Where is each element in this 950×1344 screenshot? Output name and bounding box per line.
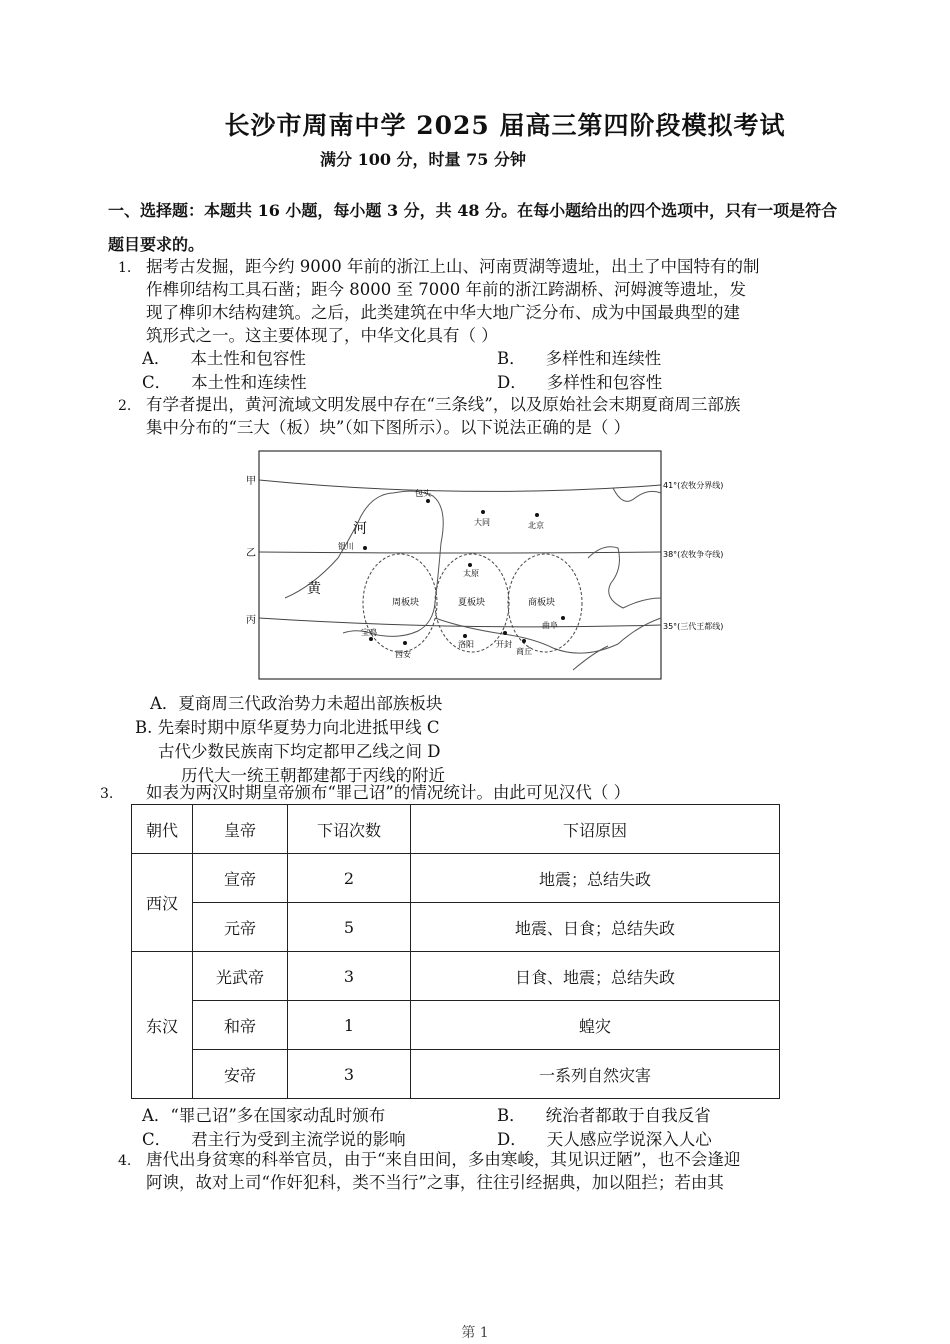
emperor-cell: 光武帝 bbox=[193, 952, 288, 1001]
reason-cell: 蝗灾 bbox=[411, 1001, 780, 1050]
option-text: 多样性和连续性 bbox=[545, 349, 662, 368]
option-text: 统治者都敢于自我反省 bbox=[545, 1106, 711, 1125]
q4-text bbox=[146, 1148, 846, 1194]
city-dot bbox=[463, 634, 467, 638]
city-dot bbox=[535, 513, 539, 517]
city-label-datong: 大同 bbox=[474, 518, 490, 527]
q2-text bbox=[146, 393, 846, 439]
reason-cell: 地震；总结失政 bbox=[411, 854, 780, 903]
q1-option-b[interactable] bbox=[497, 345, 661, 369]
option-text: 本土性和连续性 bbox=[191, 373, 307, 392]
q4-number: 4. bbox=[118, 1153, 132, 1169]
q1-option-c[interactable] bbox=[142, 369, 307, 393]
city-label-baotou: 包头 bbox=[415, 489, 431, 498]
count-cell: 3 bbox=[288, 952, 411, 1001]
table-header-row bbox=[132, 805, 780, 854]
city-dot bbox=[369, 637, 373, 641]
city-dot bbox=[522, 639, 526, 643]
table-header: 下诏原因 bbox=[411, 805, 780, 854]
q3-number: 3. bbox=[100, 786, 114, 802]
river-char-he: 河 bbox=[353, 521, 367, 537]
reason-cell: 地震、日食；总结失政 bbox=[411, 903, 780, 952]
city-dot bbox=[363, 546, 367, 550]
city-label-kaifeng: 开封 bbox=[496, 640, 512, 649]
edict-table bbox=[131, 804, 780, 1099]
option-label: D． bbox=[497, 1130, 527, 1149]
city-dot bbox=[426, 499, 430, 503]
q1-line: 现了榫卯木结构建筑。之后，此类建筑在中华大地广泛分布、成为中国最典型的建 bbox=[146, 303, 740, 322]
q1-option-a[interactable] bbox=[142, 345, 306, 369]
option-text: 天人感应学说深入人心 bbox=[546, 1130, 712, 1149]
count-cell: 3 bbox=[288, 1050, 411, 1099]
q2-option-a[interactable]: A．夏商周三代政治势力未超出部族板块 bbox=[150, 694, 443, 713]
city-label-xian: 西安 bbox=[395, 650, 411, 659]
lat-label-35: 35°(三代王都线) bbox=[663, 622, 724, 631]
q1-line: 据考古发掘，距今约 9000 年前的浙江上山、河南贾湖等遗址，出土了中国特有的制 bbox=[146, 257, 760, 276]
table-row bbox=[132, 1050, 780, 1099]
q3-option-d[interactable] bbox=[497, 1126, 712, 1150]
city-dot bbox=[403, 641, 407, 645]
page-number: 第 1 bbox=[461, 1325, 489, 1341]
city-label-shangqiu: 商丘 bbox=[516, 647, 532, 656]
option-label: B． bbox=[497, 1106, 526, 1125]
table-row bbox=[132, 952, 780, 1001]
q3-option-a[interactable] bbox=[142, 1102, 385, 1126]
option-label: A． bbox=[142, 349, 171, 368]
option-text: “罪己诏”多在国家动乱时颁布 bbox=[170, 1106, 386, 1125]
option-label: C． bbox=[142, 373, 172, 392]
block-label-zhou: 周板块 bbox=[392, 598, 420, 608]
section-heading: 一、选择题：本题共 16 小题，每小题 3 分，共 48 分。在每小题给出的四个选项中，只有一项是符合题目要求的。 bbox=[108, 201, 838, 254]
q4-line: 唐代出身贫寒的科举官员，由于“来自田间，多由寒峻，其见识迂陋”，也不会逢迎 bbox=[146, 1150, 741, 1169]
q1-line: 作榫卯结构工具石凿；距今 8000 至 7000 年前的浙江跨湖桥、河姆渡等遗址，发 bbox=[146, 280, 746, 299]
city-label-yinchuan: 银川 bbox=[338, 542, 354, 551]
block-label-shang: 商板块 bbox=[528, 598, 556, 608]
row-label-bing: 丙 bbox=[246, 615, 256, 626]
city-dot bbox=[561, 616, 565, 620]
q1-option-d[interactable] bbox=[497, 369, 662, 393]
q2-number: 2. bbox=[118, 398, 132, 414]
table-row bbox=[132, 854, 780, 903]
table-row bbox=[132, 1001, 780, 1050]
emperor-cell: 元帝 bbox=[193, 903, 288, 952]
dynasty-cell: 西汉 bbox=[132, 854, 193, 952]
emperor-cell: 宣帝 bbox=[193, 854, 288, 903]
q4-line: 阿谀，故对上司“作奸犯科，类不当行”之事，往往引经据典，加以阻拦；若由其 bbox=[146, 1173, 724, 1192]
exam-title: 长沙市周南中学 2025 届高三第四阶段模拟考试 bbox=[224, 111, 786, 140]
option-text: 本土性和包容性 bbox=[190, 349, 306, 368]
count-cell: 5 bbox=[288, 903, 411, 952]
emperor-cell: 安帝 bbox=[193, 1050, 288, 1099]
block-label-xia: 夏板块 bbox=[458, 598, 486, 608]
option-label: A． bbox=[142, 1106, 171, 1125]
city-label-beijing: 北京 bbox=[528, 521, 544, 530]
option-text: 多样性和包容性 bbox=[546, 373, 663, 392]
city-dot bbox=[503, 631, 507, 635]
q3-option-b[interactable] bbox=[497, 1102, 711, 1126]
emperor-cell: 和帝 bbox=[193, 1001, 288, 1050]
three-lines-map bbox=[243, 448, 773, 684]
city-label-taiyuan: 太原 bbox=[463, 569, 479, 578]
row-label-yi: 乙 bbox=[246, 548, 256, 559]
table-header: 下诏次数 bbox=[288, 805, 411, 854]
city-label-baoji: 宝鸡 bbox=[361, 628, 377, 637]
row-label-jia: 甲 bbox=[246, 476, 256, 487]
option-label: D． bbox=[497, 373, 527, 392]
lat-label-41: 41°(农牧分界线) bbox=[663, 481, 724, 490]
lat-label-38: 38°(农牧争夺线) bbox=[663, 550, 724, 559]
q2-line: 有学者提出，黄河流域文明发展中存在“三条线”，以及原始社会末期夏商周三部族 bbox=[146, 395, 741, 414]
option-label: C． bbox=[142, 1130, 172, 1149]
city-label-qufu: 曲阜 bbox=[542, 621, 558, 630]
reason-cell: 一系列自然灾害 bbox=[411, 1050, 780, 1099]
dynasty-cell: 东汉 bbox=[132, 952, 193, 1099]
exam-subtitle: 满分 100 分，时量 75 分钟 bbox=[320, 150, 526, 169]
q1-number: 1. bbox=[118, 260, 132, 276]
q2-option-b[interactable]: B. 先秦时期中原华夏势力向北进抵甲线 C bbox=[135, 718, 440, 737]
count-cell: 1 bbox=[288, 1001, 411, 1050]
option-label: B． bbox=[497, 349, 526, 368]
count-cell: 2 bbox=[288, 854, 411, 903]
table-header: 朝代 bbox=[132, 805, 193, 854]
table-header: 皇帝 bbox=[193, 805, 288, 854]
option-text: 君主行为受到主流学说的影响 bbox=[191, 1130, 406, 1149]
q1-line: 筑形式之一。这主要体现了，中华文化具有（ ） bbox=[146, 326, 498, 345]
q3-option-c[interactable] bbox=[142, 1126, 406, 1150]
q1-text bbox=[146, 255, 846, 347]
q2-option-c[interactable]: 古代少数民族南下均定都甲乙线之间 D bbox=[158, 742, 441, 761]
q3-text: 如表为两汉时期皇帝颁布“罪己诏”的情况统计。由此可见汉代（ ） bbox=[146, 783, 631, 802]
q2-option-d[interactable]: 历代大一统王朝都建都于丙线的附近 bbox=[181, 766, 445, 785]
q2-line: 集中分布的“三大（板）块”（如下图所示）。以下说法正确的是（ ） bbox=[146, 418, 631, 437]
reason-cell: 日食、地震；总结失政 bbox=[411, 952, 780, 1001]
city-dot bbox=[468, 563, 472, 567]
city-label-luoyang: 洛阳 bbox=[458, 640, 474, 649]
city-dot bbox=[481, 510, 485, 514]
river-char-huang: 黄 bbox=[307, 581, 321, 597]
table-row bbox=[132, 903, 780, 952]
